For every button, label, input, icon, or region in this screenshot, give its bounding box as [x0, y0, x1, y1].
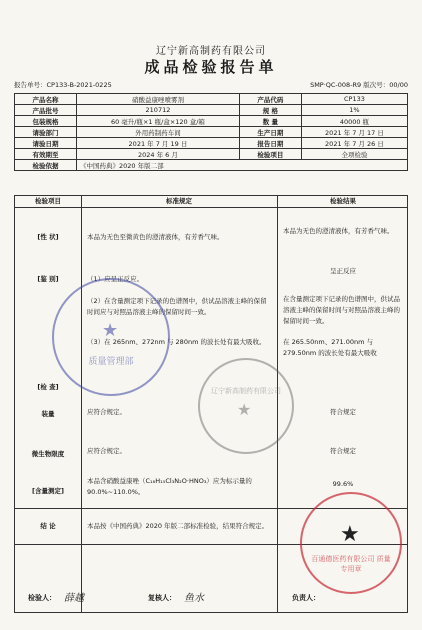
fill-result: 符合规定: [330, 408, 356, 416]
info-row: [15, 94, 408, 105]
company-name: 辽宁新高制药有限公司: [156, 46, 266, 57]
assay-label: [含量测定]: [32, 487, 64, 495]
micro-label: 微生物限度: [31, 450, 65, 458]
info-row: [15, 149, 408, 160]
info-value: 2024 年 6 月: [77, 149, 240, 160]
identify-label: [鉴 别]: [37, 275, 59, 283]
info-value: 210712: [77, 105, 240, 116]
traits-label: [性 状]: [37, 233, 59, 241]
star-icon: ★: [102, 320, 119, 341]
qa-department-stamp: [52, 278, 170, 396]
company-stamp: [198, 358, 294, 454]
info-key: 检验项目: [239, 149, 301, 160]
fill-standard: 应符合规定。: [87, 408, 126, 416]
info-key: 产品代码: [239, 94, 301, 105]
manager-label: 负责人：: [292, 594, 320, 602]
identify-standard-2: （2）在含量测定项下记录的色谱图中，供试品溶液主峰的保留时间应与对照品溶液主峰的保留时间一致。: [87, 297, 267, 316]
micro-result: 符合规定: [330, 447, 356, 455]
info-key: 包装规格: [15, 116, 77, 127]
info-row: [15, 138, 408, 149]
checker-label: 复核人：: [148, 594, 176, 602]
identify-result-1: 呈正反应: [330, 267, 356, 275]
report-number: 报告单号：CP133-B-2021-0225: [14, 81, 112, 89]
report-title: 成品检验报告单: [144, 58, 278, 76]
identify-result-2: 在含量测定项下记录的色谱图中，供试品溶液主峰的保留时间与对照品溶液主峰的保留时间一致。: [283, 295, 400, 325]
conclusion-label: 结 论: [40, 522, 56, 530]
info-value: 2021 年 7 月 17 日: [301, 127, 407, 138]
column-header-item: 检验项目: [35, 197, 61, 205]
info-row: [15, 127, 408, 138]
column-header-result: 检验结果: [330, 197, 356, 205]
micro-standard: 应符合规定。: [87, 447, 126, 455]
star-icon: ★: [340, 522, 360, 547]
traits-standard: 本品为无色至微黄色的澄清液体，有芳香气味。: [87, 233, 224, 241]
column-divider: [81, 196, 82, 612]
qa-stamp-text: 质量管理部: [88, 357, 134, 367]
info-key: 生产日期: [239, 127, 301, 138]
conclusion-text: 本品按《中国药典》2020 年版二部标准检验，结果符合规定。: [87, 522, 269, 530]
info-key: 检验依据: [15, 160, 77, 171]
info-value: 《中国药典》2020 年版二部: [77, 160, 408, 171]
info-value: 外用药制药车间: [77, 127, 240, 138]
identify-standard-3: （3）在 265nm、272nm 与 280nm 的波长处有最大吸收。: [87, 338, 266, 346]
report-meta: [14, 80, 408, 92]
info-value: 40000 瓶: [301, 116, 407, 127]
info-key: 报告日期: [239, 138, 301, 149]
row-divider: [15, 207, 407, 208]
info-key: 产品名称: [15, 94, 77, 105]
info-value: 60 毫升/瓶×1 瓶/盒×120 盒/箱: [77, 116, 240, 127]
column-header-standard: 标准规定: [166, 197, 192, 205]
assay-standard: 本品含硝酸益康唑（C₁₈H₁₅Cl₃N₂O·HNO₃）应为标示量的 90.0%~110.0%。: [87, 477, 252, 496]
info-key: 产品批号: [15, 105, 77, 116]
inspector-label: 检验人：: [28, 594, 56, 602]
info-value: 2021 年 7 月 26 日: [301, 138, 407, 149]
info-key: 请验日期: [15, 138, 77, 149]
document-code: SMP·QC-008-R9 版次号：00/00: [310, 81, 408, 89]
info-row: [15, 116, 408, 127]
info-row: [15, 160, 408, 171]
star-icon: ★: [237, 400, 252, 419]
traits-result: 本品为无色的澄清液体，有芳香气味。: [283, 227, 394, 235]
red-quality-stamp: [300, 492, 402, 594]
inspector-signature: 薛越: [64, 593, 84, 604]
info-value: 2021 年 7 月 19 日: [77, 138, 240, 149]
fill-label: 装量: [41, 410, 55, 418]
assay-result: 99.6%: [332, 480, 354, 488]
check-label: [检 查]: [37, 383, 59, 391]
info-key: 有效期至: [15, 149, 77, 160]
info-value: CP133: [301, 94, 407, 105]
info-key: 规 格: [239, 105, 301, 116]
company-stamp-text: 辽宁新高制药有限公司: [211, 387, 281, 395]
product-info-table: [14, 93, 408, 171]
checker-signature: 鱼水: [184, 593, 204, 604]
identify-result-3: 在 265.50nm、271.00nm 与 279.50nm 的波长处有最大吸收: [283, 338, 377, 357]
red-stamp-text: 百通德医药有限公司 质量专用章: [311, 555, 391, 573]
info-value: 全项检验: [301, 149, 407, 160]
info-value: 1%: [301, 105, 407, 116]
info-key: 数 量: [239, 116, 301, 127]
info-row: [15, 105, 408, 116]
info-value: 硝酸益康唑喷雾剂: [77, 94, 240, 105]
info-key: 请验部门: [15, 127, 77, 138]
identify-standard-1: （1）应呈正反应。: [87, 275, 144, 283]
